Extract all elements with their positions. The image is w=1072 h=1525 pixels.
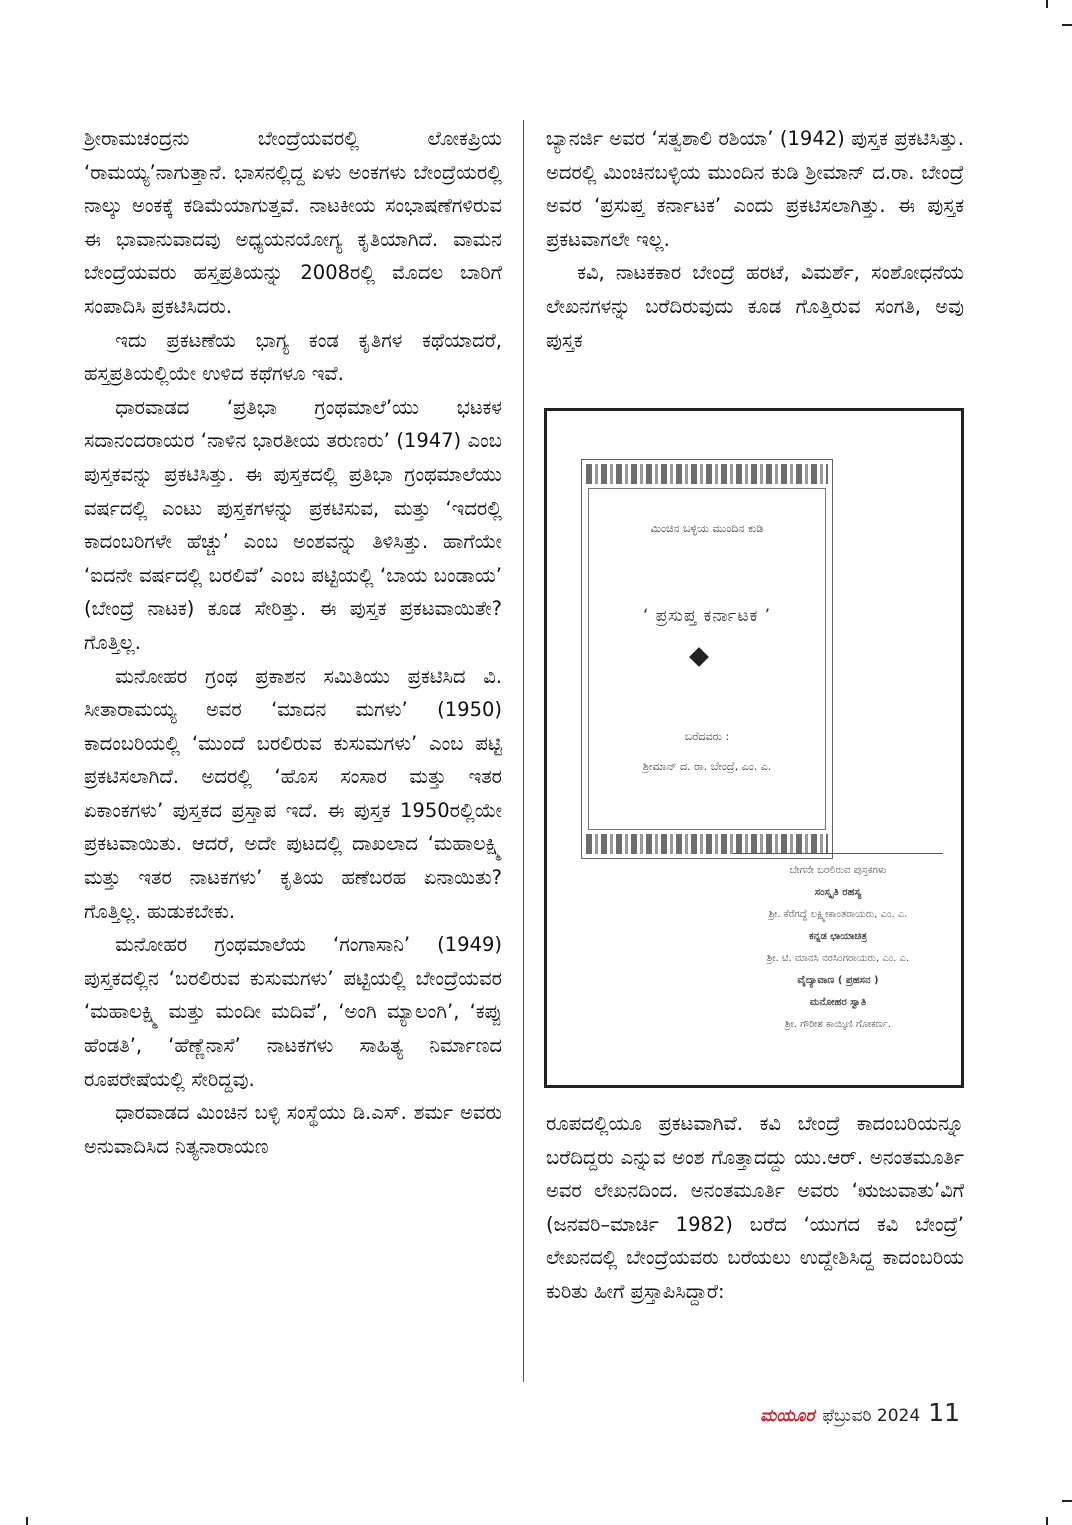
paragraph: ಮನೋಹರ ಗ್ರಂಥಮಾಲೆಯ ‘ಗಂಗಾಸಾನಿ’ (1949) ಪುಸ್ತಕದಲ್ಲಿನ ‘ಬರಲಿರುವ ಕುಸುಮಗಳು’ ಪಟ್ಟಿಯಲ್ಲಿ ಬೇಂದ್ರೆಯವರ ‘ಮಹಾಲಕ್ಷ್ಮಿ ಮತ್ತು ಮಂದೀ ಮದಿವೆ’, ‘ಅಂಗಿ ಮ್ಯಾಲಂಗಿ’, ‘ಕಪ್ಪು ಹೆಂಡತಿ’, ‘ಹೆಣ್ಣೆನಾಸೆ’ ನಾಟಕಗಳು ಸಾಹಿತ್ಯ ನಿರ್ಮಾಣದ ರೂಪರೇಷೆಯಲ್ಲಿ ಸೇರಿದ್ದವು. — [84, 933, 502, 1091]
page-number: 11 — [928, 1398, 960, 1427]
crop-mark — [1046, 0, 1048, 8]
cover-title: ‘ ಪ್ರಸುಪ್ತ ಕರ್ನಾಟಕ ’ — [642, 606, 772, 626]
list-item: ವೈದ್ಯಾವಾಣ ( ಪ್ರಹಸನ ) — [797, 975, 879, 986]
left-column — [84, 122, 502, 1163]
list-item: ಶ್ರೀ. ಗೌರೀಶ ಕಾಯ್ಕಿಣಿ ಗೋಕರ್ಣ. — [784, 1019, 892, 1030]
column-divider — [523, 120, 524, 1382]
cover-author: ಶ್ರೀಮಾನ್ ದ. ರಾ. ಬೇಂದ್ರೆ, ಎಂ. ಎ. — [642, 760, 772, 773]
paragraph: ಬ್ಯಾನರ್ಜಿ ಅವರ ‘ಸತ್ವಶಾಲಿ ರಶಿಯಾ’ (1942) ಪುಸ್ತಕ ಪ್ರಕಟಿಸಿತ್ತು. ಅದರಲ್ಲಿ ಮಿಂಚಿನಬಳ್ಳಿಯ ಮುಂದಿನ ಕುಡಿ ಶ್ರೀಮಾನ್ ದ.ರಾ. ಬೇಂದ್ರೆ ಅವರ ‘ಪ್ರಸುಪ್ತ ಕರ್ನಾಟಕ’ ಎಂದು ಪ್ರಕಟಿಸಲಾಗಿತ್ತು. ಈ ಪುಸ್ತಕ ಪ್ರಕಟವಾಗಲೇ ಇಲ್ಲ. — [546, 127, 964, 251]
cover-frame — [588, 488, 826, 830]
paragraph: ರೂಪದಲ್ಲಿಯೂ ಪ್ರಕಟವಾಗಿವೆ. ಕವಿ ಬೇಂದ್ರೆ ಕಾದಂಬರಿಯನ್ನೂ ಬರೆದಿದ್ದರು ಎನ್ನುವ ಅಂಶ ಗೊತ್ತಾದದ್ದು ಯು.ಆರ್. ಅನಂತಮೂರ್ತಿ ಅವರ ಲೇಖನದಿಂದ. ಅನಂತಮೂರ್ತಿ ಅವರು ‘ಋಜುವಾತು’ವಿಗೆ (ಜನವರಿ–ಮಾರ್ಚಿ 1982) ಬರೆದ ‘ಯುಗದ ಕವಿ ಬೇಂದ್ರೆ’ ಲೇಖನದಲ್ಲಿ ಬೇಂದ್ರೆಯವರು ಬರೆಯಲು ಉದ್ದೇಶಿಸಿದ್ದ ಕಾದಂಬರಿಯ ಕುರಿತು ಹೀಗೆ ಪ್ರಸ್ತಾಪಿಸಿದ್ದಾರೆ: — [546, 1112, 964, 1303]
paragraph: ಇದು ಪ್ರಕಟಣೆಯ ಭಾಗ್ಯ ಕಂಡ ಕೃತಿಗಳ ಕಥೆಯಾದರೆ, ಹಸ್ತಪ್ರತಿಯಲ್ಲಿಯೇ ಉಳಿದ ಕಥೆಗಳೂ ಇವೆ. — [84, 328, 502, 386]
cover-author-label: ಬರೆದವರು : — [684, 730, 730, 743]
crop-mark — [1046, 1517, 1048, 1525]
upcoming-books-list — [733, 853, 943, 1053]
crop-mark — [26, 1517, 28, 1525]
list-item: ಮನೋಹರ ಸ್ವಾತಿ — [809, 997, 867, 1008]
page-footer — [730, 1398, 960, 1428]
list-item: ಶ್ರೀ. ಕೆರೆಗದ್ದೆ ಲಕ್ಷ್ಮೀಕಾಂತರಾಯರು, ಎಂ. ಎ. — [768, 909, 908, 920]
decorative-border-bottom — [586, 834, 828, 854]
list-item: ಕನ್ನಡ ಛಾಯಾಚಿತ್ರ — [808, 931, 867, 942]
paragraph: ಮನೋಹರ ಗ್ರಂಥ ಪ್ರಕಾಶನ ಸಮಿತಿಯು ಪ್ರಕಟಿಸಿದ ವಿ. ಸೀತಾರಾಮಯ್ಯ ಅವರ ‘ಮಾದನ ಮಗಳು’ (1950) ಕಾದಂಬರಿಯಲ್ಲಿ ‘ಮುಂದೆ ಬರಲಿರುವ ಕುಸುಮಗಳು’ ಎಂಬ ಪಟ್ಟಿ ಪ್ರಕಟಿಸಲಾಗಿದೆ. ಅದರಲ್ಲಿ ‘ಹೊಸ ಸಂಸಾರ ಮತ್ತು ಇತರ ಏಕಾಂಕಗಳು’ ಪುಸ್ತಕದ ಪ್ರಸ್ತಾಪ ಇದೆ. ಈ ಪುಸ್ತಕ 1950ರಲ್ಲಿಯೇ ಪ್ರಕಟವಾಯಿತು. ಆದರೆ, ಅದೇ ಪುಟದಲ್ಲಿ ದಾಖಲಾದ ‘ಮಹಾಲಕ್ಷ್ಮಿ ಮತ್ತು ಇತರ ನಾಟಕಗಳು’ ಕೃತಿಯ ಹಣೆಬರಹ ಏನಾಯಿತು? ಗೊತ್ತಿಲ್ಲ. ಹುಡುಕಬೇಕು. — [84, 664, 502, 923]
book-cover — [581, 459, 833, 859]
crop-mark — [1062, 1500, 1072, 1502]
paragraph: ಶ್ರೀರಾಮಚಂದ್ರನು ಬೇಂದ್ರೆಯವರಲ್ಲಿ ಲೋಕಪ್ರಿಯ ‘ರಾಮಯ್ಯ’ನಾಗುತ್ತಾನೆ. ಭಾಸನಲ್ಲಿದ್ದ ಏಳು ಅಂಕಗಳು ಬೇಂದ್ರೆಯರಲ್ಲಿ ನಾಲ್ಕು ಅಂಕಕ್ಕೆ ಕಡಿಮೆಯಾಗುತ್ತವೆ. ನಾಟಕೀಯ ಸಂಭಾಷಣೆಗಳಿರುವ ಈ ಭಾವಾನುವಾದವು ಅಧ್ಯಯನಯೋಗ್ಯ ಕೃತಿಯಾಗಿದೆ. ವಾಮನ ಬೇಂದ್ರೆಯವರು ಹಸ್ತಪ್ರತಿಯನ್ನು 2008ರಲ್ಲಿ ಮೊದಲ ಬಾರಿಗೆ ಸಂಪಾದಿಸಿ ಪ್ರಕಟಿಸಿದರು. — [84, 127, 502, 318]
paragraph: ಧಾರವಾಡದ ‘ಪ್ರತಿಭಾ ಗ್ರಂಥಮಾಲೆ’ಯು ಭಟಕಳ ಸದಾನಂದರಾಯರ ‘ನಾಳಿನ ಭಾರತೀಯ ತರುಣರು’ (1947) ಎಂಬ ಪುಸ್ತಕವನ್ನು ಪ್ರಕಟಿಸಿತ್ತು. ಈ ಪುಸ್ತಕದಲ್ಲಿ ಪ್ರತಿಭಾ ಗ್ರಂಥಮಾಲೆಯು ವರ್ಷದಲ್ಲಿ ಎಂಟು ಪುಸ್ತಕಗಳನ್ನು ಪ್ರಕಟಿಸುವ, ಮತ್ತು ‘ಇದರಲ್ಲಿ ಕಾದಂಬರಿಗಳೇ ಹೆಚ್ಚು’ ಎಂಬ ಅಂಶವನ್ನು ತಿಳಿಸಿತ್ತು. ಹಾಗೆಯೇ ‘ಐದನೇ ವರ್ಷದಲ್ಲಿ ಬರಲಿವೆ’ ಎಂಬ ಪಟ್ಟಿಯಲ್ಲಿ ‘ಬಾಯ ಬಂಡಾಯ’ (ಬೇಂದ್ರೆ ನಾಟಕ) ಕೂಡ ಸೇರಿತ್ತು. ಈ ಪುಸ್ತಕ ಪ್ರಕಟವಾಯಿತೇ? ಗೊತ್ತಿಲ್ಲ. — [84, 395, 502, 654]
right-column-top — [546, 122, 964, 357]
cover-subtitle: ಮಿಂಚಿನ ಬಳ್ಳಿಯ ಮುಂದಿನ ಕುಡಿ — [650, 522, 764, 535]
crop-mark — [1062, 24, 1072, 26]
list-item: ಸಂಸ್ಕೃತಿ ರಹಸ್ಯ — [814, 887, 862, 898]
decorative-border-top — [586, 464, 828, 484]
right-column-bottom — [546, 1107, 964, 1309]
list-item: ಶ್ರೀ. ಟಿ. ಮಾನಸಿ ನರಸಿಂಗರಾಯರು, ಎಂ. ಎ. — [766, 953, 910, 964]
paragraph: ಕವಿ, ನಾಟಕಕಾರ ಬೇಂದ್ರೆ ಹರಟೆ, ವಿಮರ್ಶೆ, ಸಂಶೋಧನೆಯ ಲೇಖನಗಳನ್ನು ಬರೆದಿರುವುದು ಕೂಡ ಗೊತ್ತಿರುವ ಸಂಗತಿ, ಅವು ಪುಸ್ತಕ — [546, 261, 964, 352]
book-cover-figure — [544, 408, 964, 1088]
magazine-logo: ಮಯೂರ — [760, 1406, 815, 1426]
paragraph: ಧಾರವಾಡದ ಮಿಂಚಿನ ಬಳ್ಳಿ ಸಂಸ್ಥೆಯು ಡಿ.ಎಸ್. ಶರ್ಮ ಅವರು ಅನುವಾದಿಸಿದ ನಿತ್ಯನಾರಾಯಣ — [84, 1101, 502, 1158]
list-rule — [733, 853, 943, 854]
list-heading: ಬೇಗನೇ ಬರಲಿರುವ ಪುಸ್ತಕಗಳು — [789, 865, 887, 876]
issue-date: ಫೆಬ್ರುವರಿ 2024 — [822, 1406, 921, 1426]
